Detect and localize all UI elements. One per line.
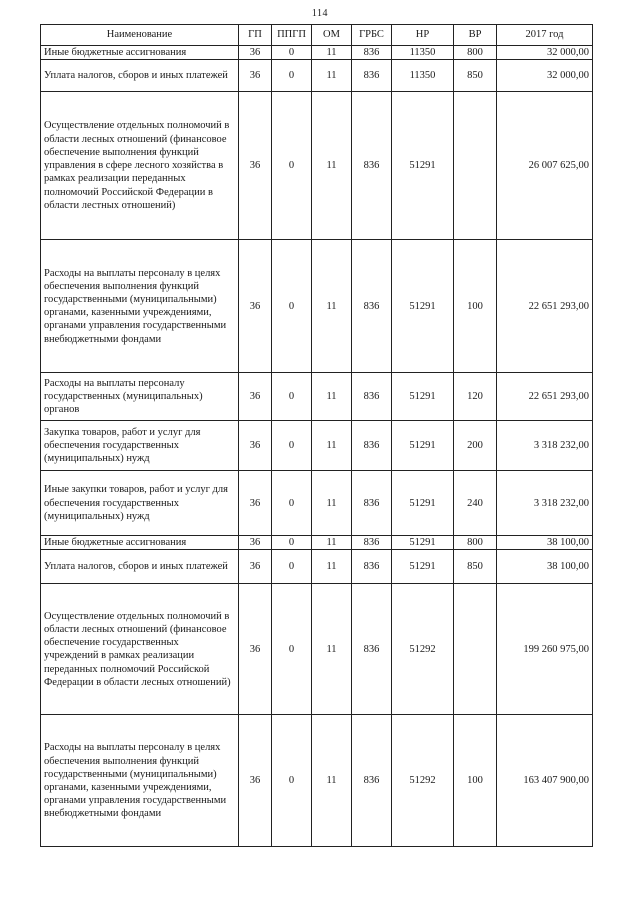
row-nr: 51292 — [392, 715, 454, 847]
row-amount: 22 651 293,00 — [497, 373, 593, 421]
col-header-grbs: ГРБС — [352, 25, 392, 46]
row-ppgp: 0 — [272, 373, 312, 421]
row-grbs: 836 — [352, 240, 392, 373]
row-vr: 800 — [454, 46, 497, 60]
row-gp: 36 — [239, 60, 272, 92]
row-nr: 51291 — [392, 536, 454, 550]
row-name: Уплата налогов, сборов и иных платежей — [41, 550, 239, 584]
row-name: Расходы на выплаты персоналу в целях обеспечения выполнения функций государственными (муниципальными) органами, казенными учреждениями, органами управления государственными внебюджетными фондами — [41, 715, 239, 847]
row-nr: 51291 — [392, 240, 454, 373]
row-amount: 26 007 625,00 — [497, 92, 593, 240]
row-nr: 51291 — [392, 471, 454, 536]
row-ppgp: 0 — [272, 240, 312, 373]
row-grbs: 836 — [352, 550, 392, 584]
row-name: Осуществление отдельных полномочий в области лесных отношений (финансовое обеспечение государственных учреждений в рамках реализации переданных полномочий Российской Федерации в области лесных отношений) — [41, 584, 239, 715]
row-grbs: 836 — [352, 60, 392, 92]
row-vr — [454, 584, 497, 715]
table-row — [41, 60, 593, 92]
row-om: 11 — [312, 240, 352, 373]
row-vr: 800 — [454, 536, 497, 550]
row-ppgp: 0 — [272, 715, 312, 847]
row-om: 11 — [312, 46, 352, 60]
row-grbs: 836 — [352, 46, 392, 60]
row-ppgp: 0 — [272, 584, 312, 715]
row-vr: 100 — [454, 240, 497, 373]
row-vr: 100 — [454, 715, 497, 847]
row-name: Расходы на выплаты персоналу в целях обеспечения выполнения функций государственными (муниципальными) органами, казенными учреждениями, органами управления государственными внебюджетными фондами — [41, 240, 239, 373]
row-name: Иные закупки товаров, работ и услуг для обеспечения государственных (муниципальных) нужд — [41, 471, 239, 536]
row-vr: 200 — [454, 421, 497, 471]
row-gp: 36 — [239, 373, 272, 421]
row-ppgp: 0 — [272, 471, 312, 536]
page-number: 114 — [311, 8, 329, 19]
table-header-row — [41, 25, 593, 46]
budget-table — [40, 24, 593, 847]
row-nr: 51291 — [392, 373, 454, 421]
row-nr: 11350 — [392, 60, 454, 92]
col-header-name: Наименование — [41, 25, 239, 46]
row-gp: 36 — [239, 715, 272, 847]
row-nr: 51291 — [392, 92, 454, 240]
row-gp: 36 — [239, 92, 272, 240]
table-row — [41, 240, 593, 373]
row-om: 11 — [312, 550, 352, 584]
row-nr: 51292 — [392, 584, 454, 715]
row-name: Уплата налогов, сборов и иных платежей — [41, 60, 239, 92]
row-gp: 36 — [239, 421, 272, 471]
row-gp: 36 — [239, 584, 272, 715]
row-grbs: 836 — [352, 421, 392, 471]
row-name: Иные бюджетные ассигнования — [41, 46, 239, 60]
table-row — [41, 471, 593, 536]
row-amount: 3 318 232,00 — [497, 471, 593, 536]
row-vr — [454, 92, 497, 240]
col-header-om: ОМ — [312, 25, 352, 46]
row-ppgp: 0 — [272, 60, 312, 92]
row-om: 11 — [312, 471, 352, 536]
row-ppgp: 0 — [272, 550, 312, 584]
row-grbs: 836 — [352, 92, 392, 240]
row-grbs: 836 — [352, 715, 392, 847]
row-om: 11 — [312, 421, 352, 471]
row-name: Осуществление отдельных полномочий в области лесных отношений (финансовое обеспечение выполнения функций управления в сфере лесного хозяйства в рамках реализации переданных полномочий Российской Федерации в области лестных отношений) — [41, 92, 239, 240]
row-om: 11 — [312, 373, 352, 421]
col-header-amount: 2017 год — [497, 25, 593, 46]
row-vr: 850 — [454, 550, 497, 584]
row-name: Расходы на выплаты персоналу государственных (муниципальных) органов — [41, 373, 239, 421]
row-gp: 36 — [239, 536, 272, 550]
row-amount: 32 000,00 — [497, 60, 593, 92]
table-row — [41, 550, 593, 584]
col-header-nr: НР — [392, 25, 454, 46]
row-amount: 32 000,00 — [497, 46, 593, 60]
row-vr: 850 — [454, 60, 497, 92]
row-name: Иные бюджетные ассигнования — [41, 536, 239, 550]
col-header-gp: ГП — [239, 25, 272, 46]
row-om: 11 — [312, 536, 352, 550]
row-gp: 36 — [239, 46, 272, 60]
row-nr: 51291 — [392, 421, 454, 471]
row-gp: 36 — [239, 550, 272, 584]
row-nr: 11350 — [392, 46, 454, 60]
row-om: 11 — [312, 584, 352, 715]
row-ppgp: 0 — [272, 46, 312, 60]
table-row — [41, 46, 593, 60]
table-row — [41, 92, 593, 240]
col-header-ppgp: ППГП — [272, 25, 312, 46]
row-om: 11 — [312, 715, 352, 847]
row-om: 11 — [312, 60, 352, 92]
row-amount: 199 260 975,00 — [497, 584, 593, 715]
row-ppgp: 0 — [272, 536, 312, 550]
row-name: Закупка товаров, работ и услуг для обеспечения государственных (муниципальных) нужд — [41, 421, 239, 471]
row-amount: 22 651 293,00 — [497, 240, 593, 373]
row-grbs: 836 — [352, 373, 392, 421]
row-gp: 36 — [239, 240, 272, 373]
row-amount: 3 318 232,00 — [497, 421, 593, 471]
row-amount: 38 100,00 — [497, 550, 593, 584]
row-grbs: 836 — [352, 536, 392, 550]
row-om: 11 — [312, 92, 352, 240]
row-nr: 51291 — [392, 550, 454, 584]
row-ppgp: 0 — [272, 421, 312, 471]
table-row — [41, 584, 593, 715]
table-row — [41, 421, 593, 471]
row-amount: 163 407 900,00 — [497, 715, 593, 847]
row-amount: 38 100,00 — [497, 536, 593, 550]
row-vr: 120 — [454, 373, 497, 421]
row-gp: 36 — [239, 471, 272, 536]
row-vr: 240 — [454, 471, 497, 536]
table-row — [41, 715, 593, 847]
table-row — [41, 373, 593, 421]
row-grbs: 836 — [352, 584, 392, 715]
table-row — [41, 536, 593, 550]
row-grbs: 836 — [352, 471, 392, 536]
row-ppgp: 0 — [272, 92, 312, 240]
col-header-vr: ВР — [454, 25, 497, 46]
